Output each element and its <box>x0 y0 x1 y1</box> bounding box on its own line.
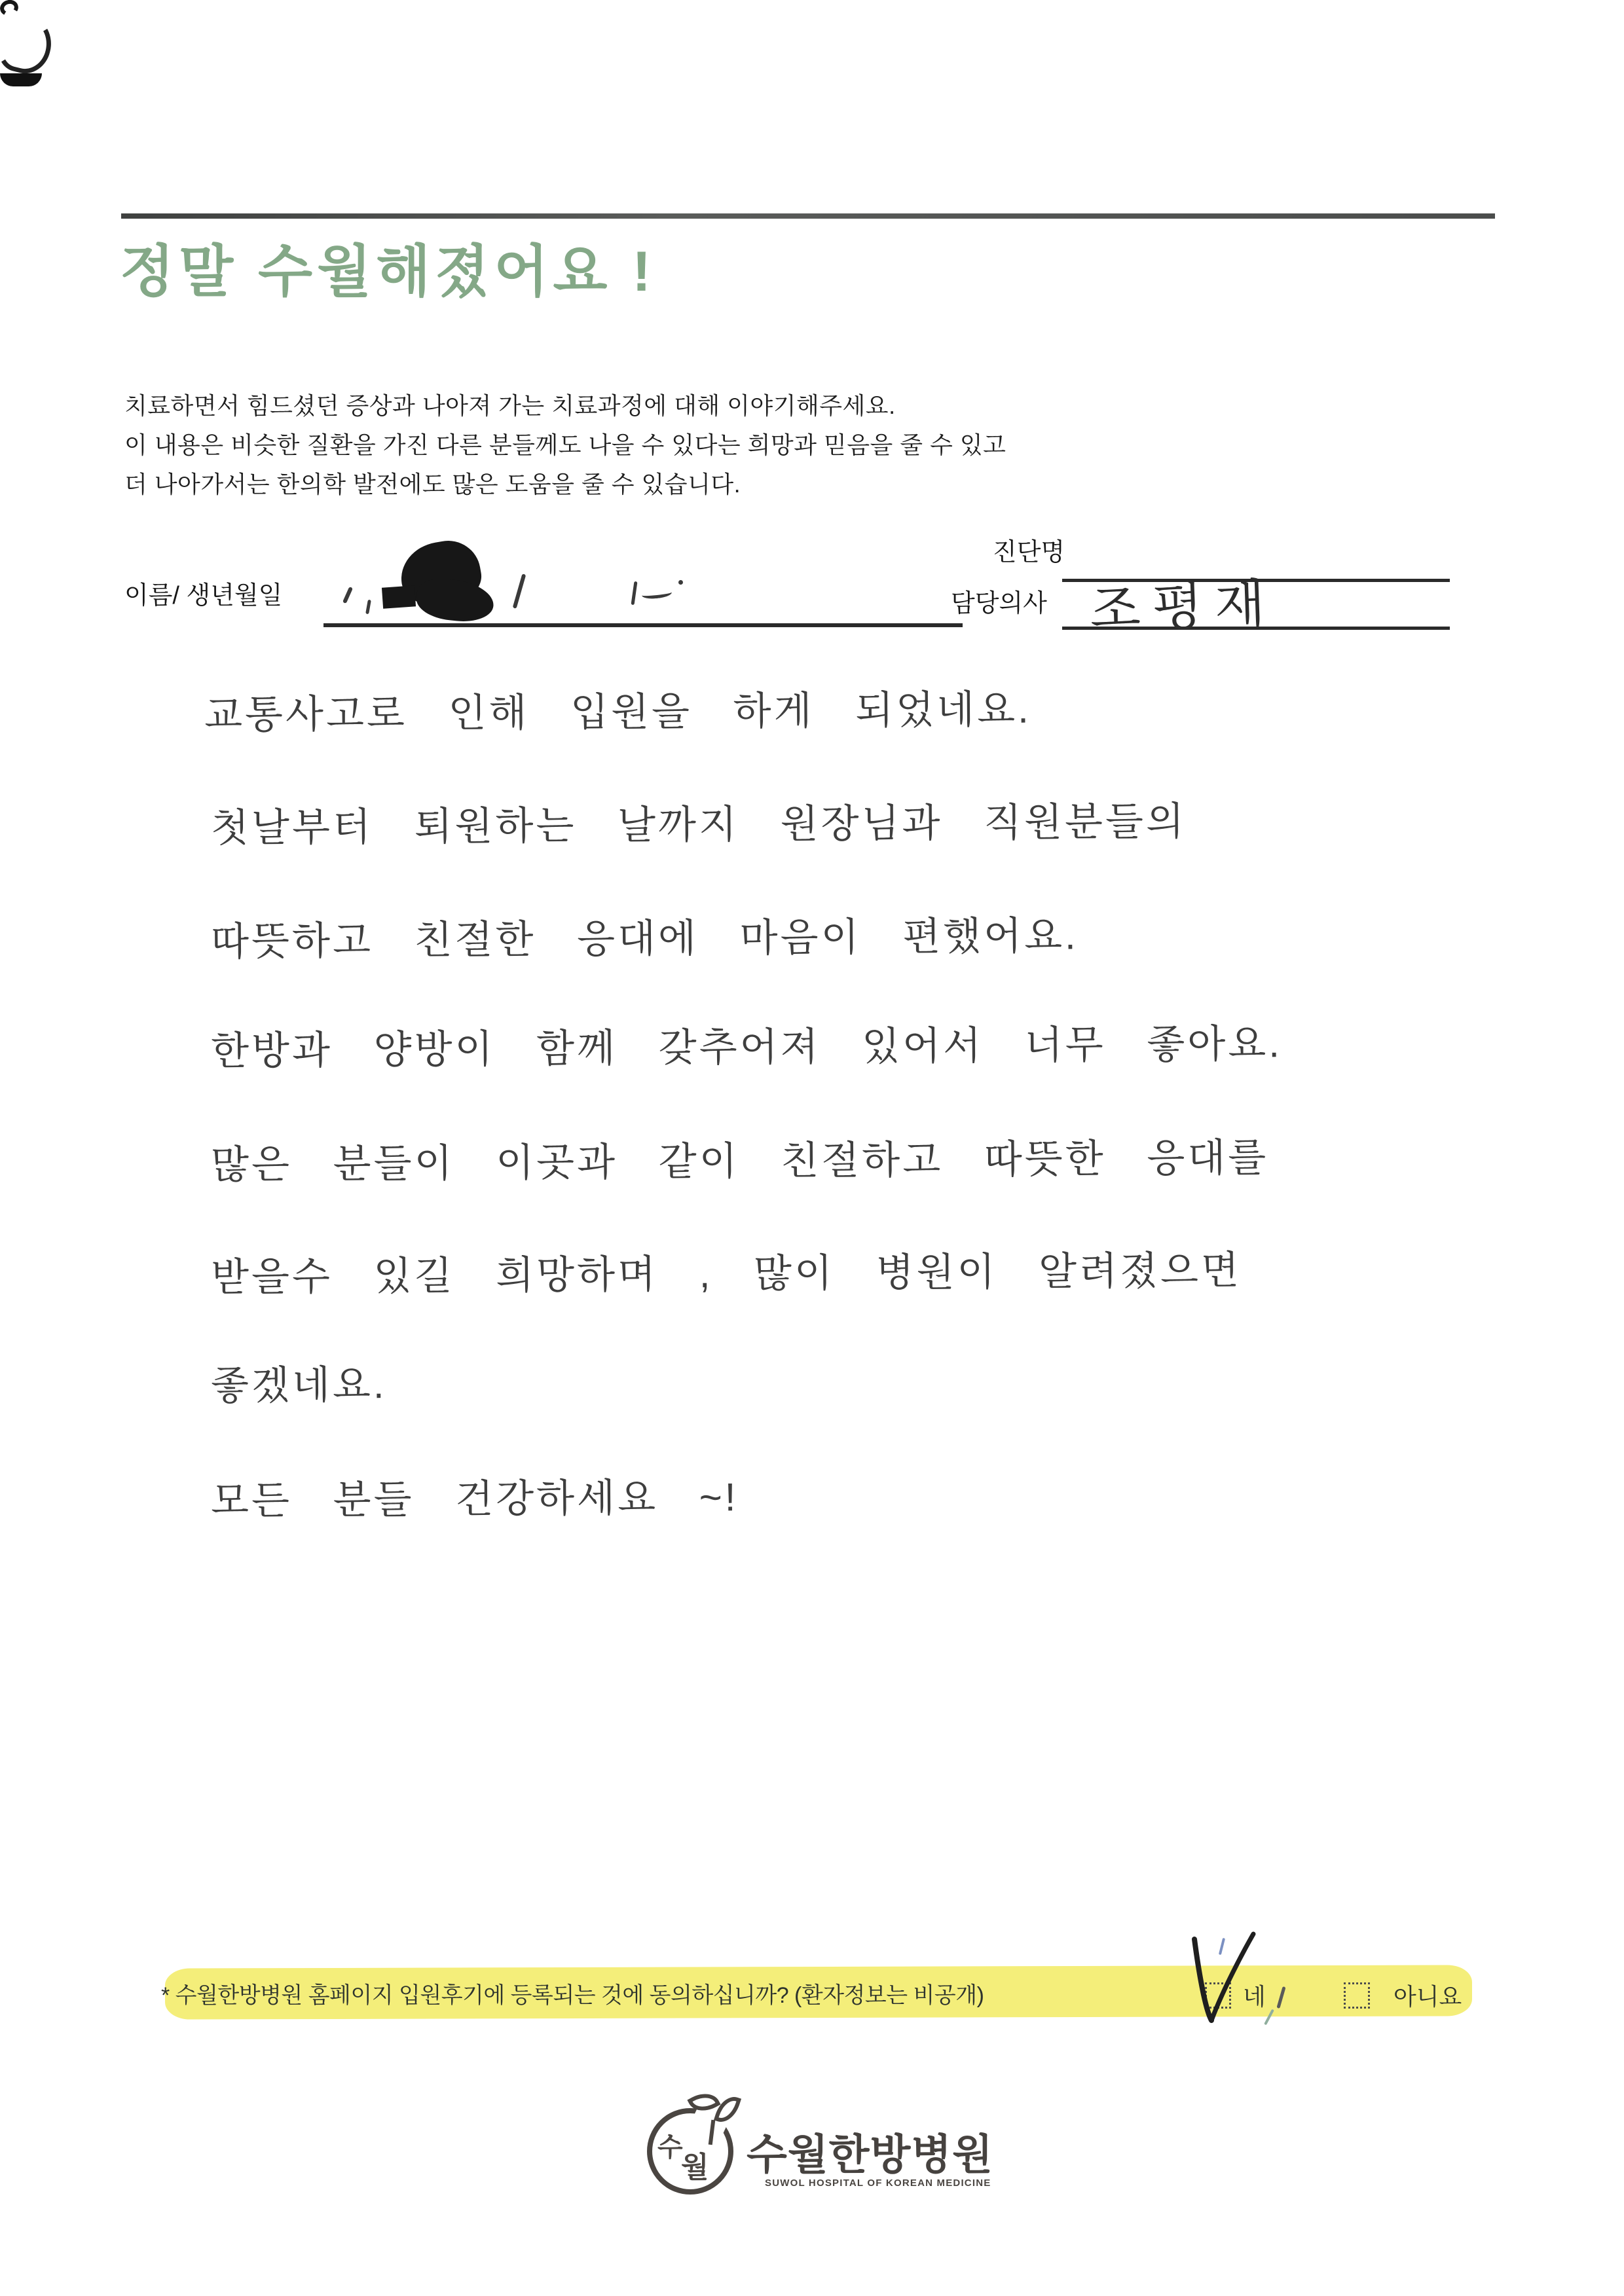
redaction-pen-curl <box>0 0 20 18</box>
hospital-name-english: SUWOL HOSPITAL OF KOREAN MEDICINE <box>765 2178 991 2189</box>
intro-paragraph <box>124 386 1006 504</box>
pen-mark <box>641 588 672 600</box>
name-dob-underline <box>323 623 963 627</box>
redaction-blob <box>382 585 416 608</box>
header-divider-rule <box>121 213 1495 219</box>
testimonial-line: 교통사고로 인해 입원을 하게 되었네요. <box>204 687 1031 737</box>
logo-symbol-wol: 월 <box>681 2151 709 2183</box>
pen-mark <box>365 600 371 615</box>
testimonial-line: 첫날부터 퇴원하는 날까지 원장님과 직원분들의 <box>210 799 1187 850</box>
consent-yes-label: 네 <box>1243 1983 1266 2010</box>
diagnosis-label: 진단명 <box>993 539 1065 566</box>
testimonial-line: 따뜻하고 친절한 응대에 마음이 편했어요. <box>210 913 1079 964</box>
testimonial-line: 한방과 양방이 함께 갖추어져 있어서 너무 좋아요. <box>210 1021 1283 1073</box>
testimonial-line: 많은 분들이 이곳과 같이 친절하고 따뜻한 응대를 <box>210 1135 1269 1187</box>
pen-mark <box>631 581 638 605</box>
pen-mark <box>513 574 526 609</box>
consent-no-label: 아니요 <box>1393 1983 1462 2010</box>
doctor-label: 담당의사 <box>951 590 1047 617</box>
redaction-scribble <box>0 0 1624 86</box>
redaction-pen-loop <box>0 10 57 79</box>
doctor-signature-handwriting: 조평재 <box>1088 574 1278 639</box>
intro-line: 더 나아가서는 한의학 발전에도 많은 도움을 줄 수 있습니다. <box>124 471 741 498</box>
testimonial-line: 좋겠네요. <box>210 1362 387 1408</box>
page-title: 정말 수월해졌어요 ! <box>120 240 656 303</box>
logo-symbol-su: 수 <box>657 2133 683 2162</box>
pen-mark <box>678 580 683 585</box>
consent-no-checkbox <box>1344 1982 1370 2009</box>
redaction-blob <box>0 73 42 86</box>
hospital-name-korean: 수월한방병원 <box>747 2131 993 2178</box>
consent-question: * 수월한방병원 홈페이지 입원후기에 등록되는 것에 동의하십니까? (환자정보는 비공개) <box>161 1983 984 2008</box>
testimonial-line: 받을수 있길 희망하며 , 많이 병원이 알려졌으면 <box>210 1248 1242 1300</box>
redaction-blob <box>415 576 496 625</box>
testimonial-line: 모든 분들 건강하세요 ~! <box>210 1475 739 1523</box>
intro-line: 치료하면서 힘드셨던 증상과 나아져 가는 치료과정에 대해 이야기해주세요. <box>124 392 896 419</box>
pen-mark <box>342 587 353 604</box>
name-dob-label: 이름/ 생년월일 <box>124 582 283 610</box>
intro-line: 이 내용은 비슷한 질환을 가진 다른 분들께도 나을 수 있다는 희망과 믿음을 줄 수 있고 <box>124 431 1006 458</box>
